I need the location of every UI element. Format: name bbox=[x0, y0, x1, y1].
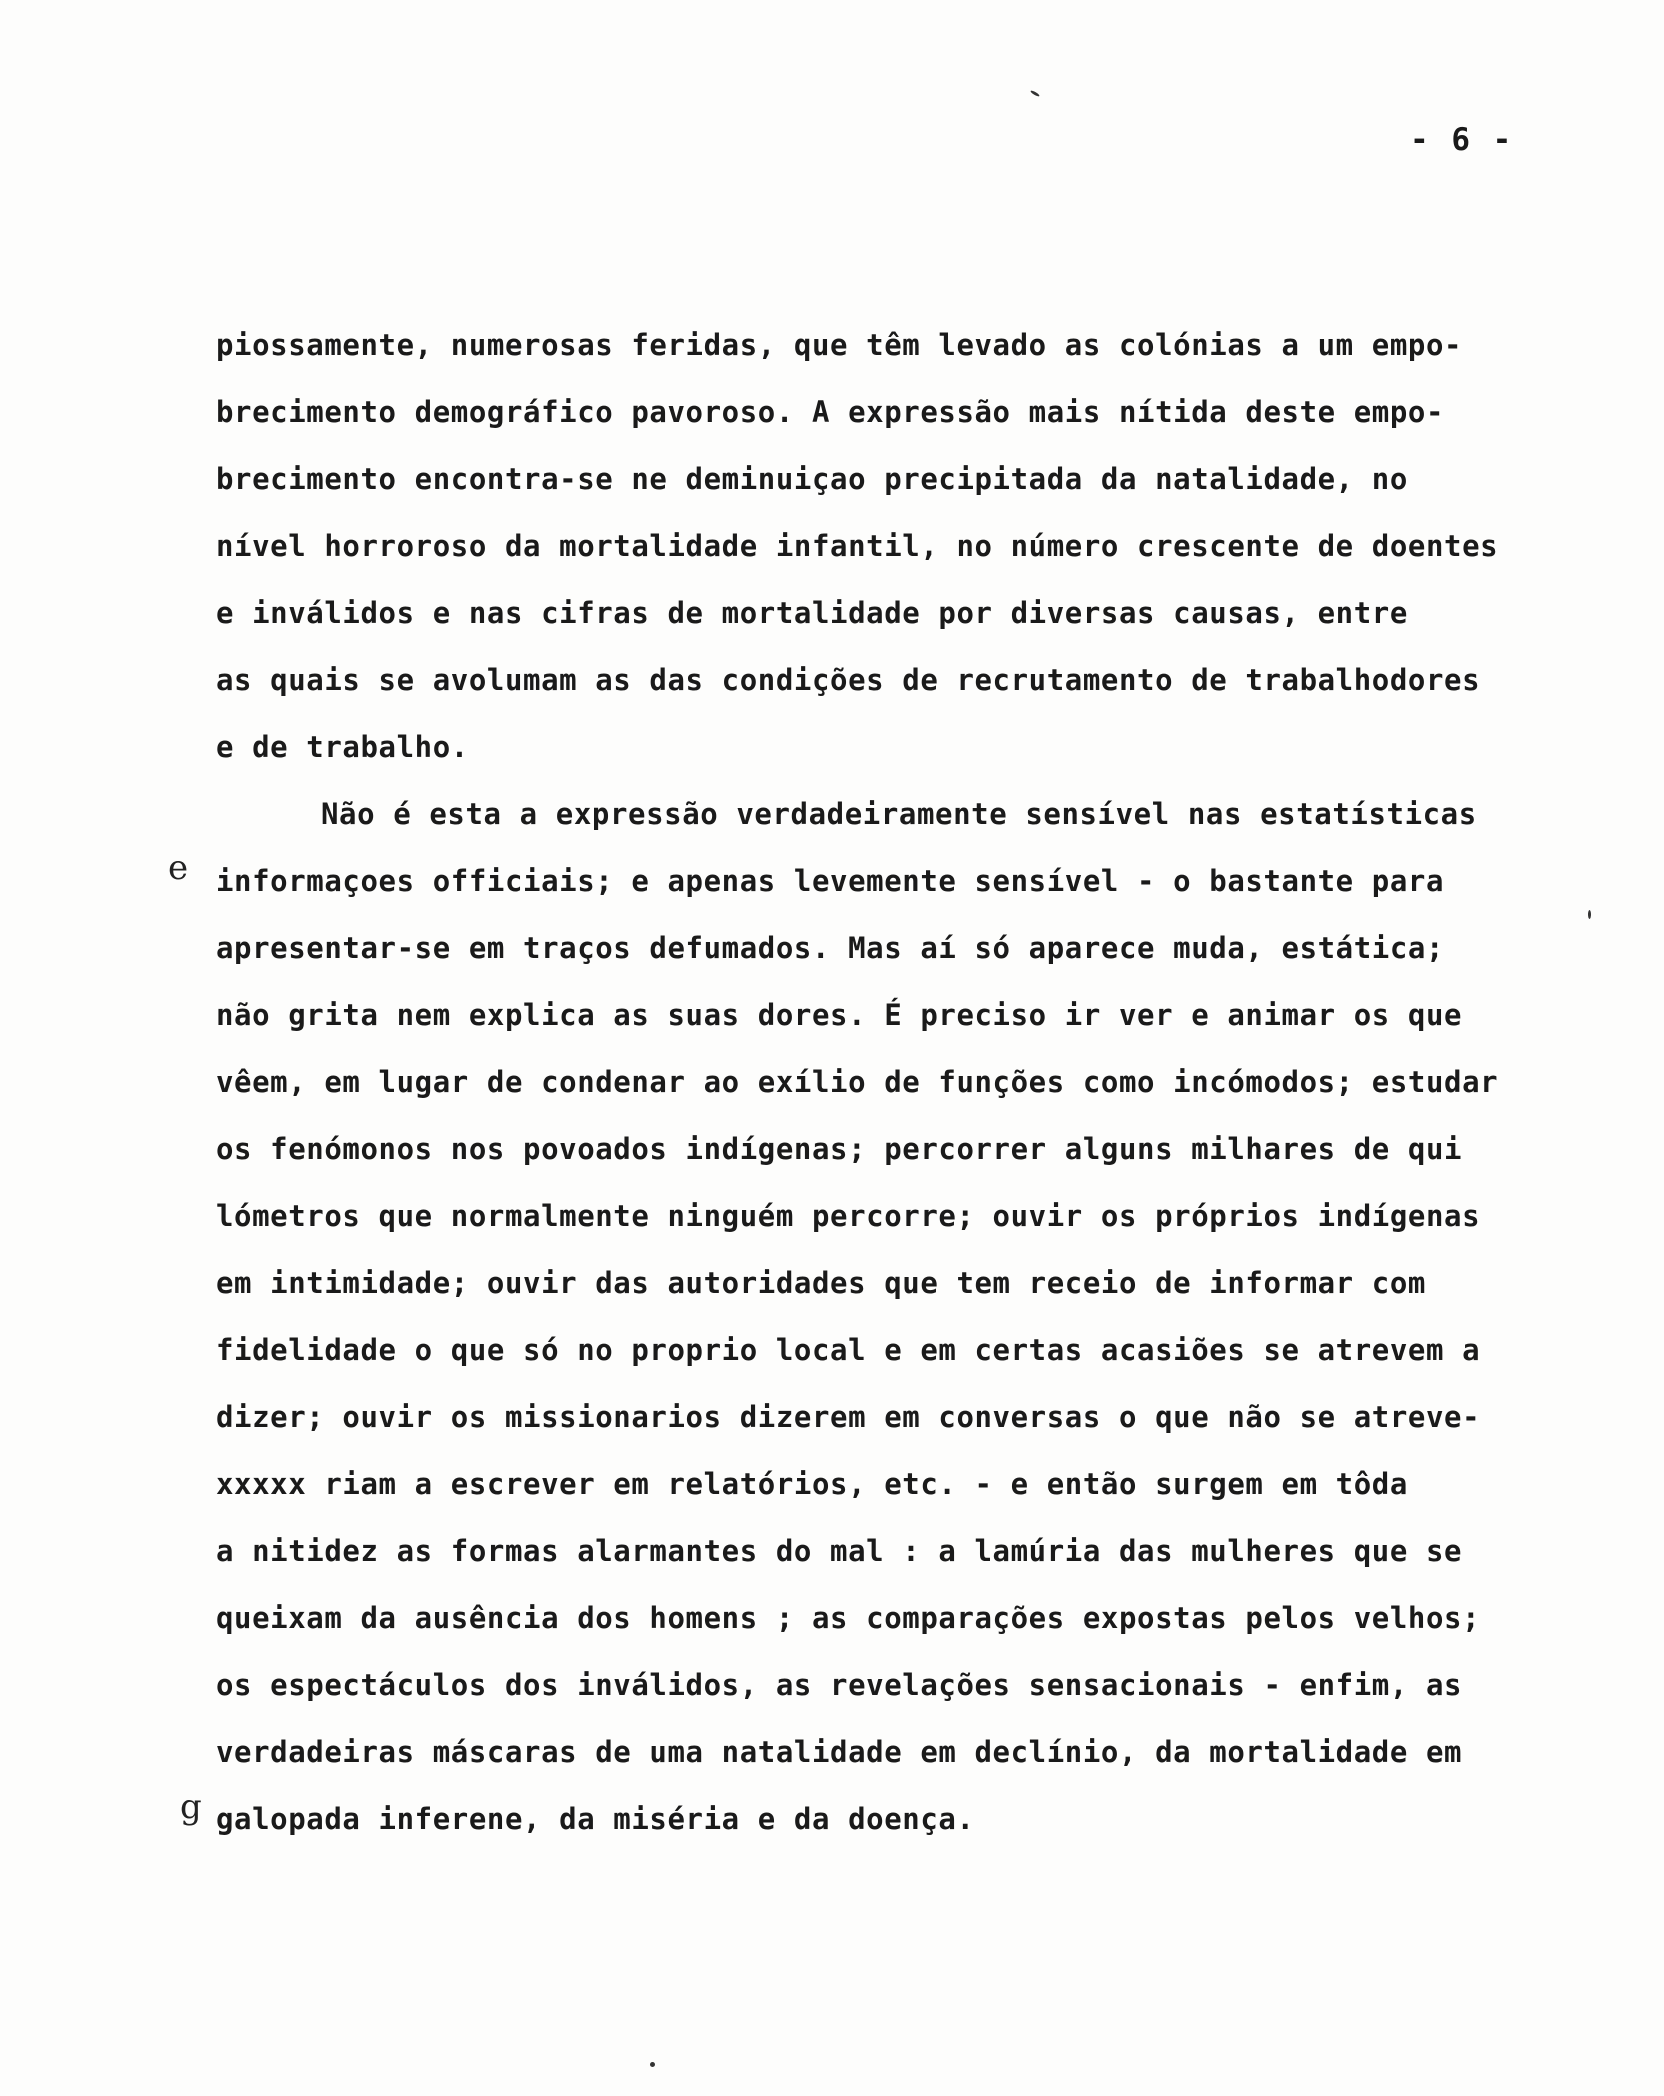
text-line: vêem, em lugar de condenar ao exílio de funções como incómodos; estudar bbox=[216, 1065, 1499, 1099]
text-line: fidelidade o que só no proprio local e em certas acasiões se atrevem a bbox=[216, 1333, 1481, 1367]
text-line: informaçoes officiais; e apenas levemente sensível - o bastante para bbox=[216, 864, 1445, 898]
text-line: dizer; ouvir os missionarios dizerem em conversas o que não se atreve- bbox=[216, 1400, 1481, 1434]
text-line: a nitidez as formas alarmantes do mal : a lamúria das mulheres que se bbox=[216, 1534, 1463, 1568]
text-line: brecimento encontra-se ne deminuiçao precipitada da natalidade, no bbox=[216, 462, 1408, 496]
paragraph-2 bbox=[216, 781, 1636, 1853]
text-line: nível horroroso da mortalidade infantil, no número crescente de doentes bbox=[216, 529, 1499, 563]
text-line: galopada inferene, da miséria e da doença. bbox=[216, 1802, 975, 1836]
text-line: queixam da ausência dos homens ; as comparações expostas pelos velhos; bbox=[216, 1601, 1481, 1635]
text-line: apresentar-se em traços defumados. Mas aí só aparece muda, estática; bbox=[216, 931, 1445, 965]
text-line: e inválidos e nas cifras de mortalidade por diversas causas, entre bbox=[216, 596, 1408, 630]
ink-speck bbox=[1030, 90, 1040, 98]
paragraph-1 bbox=[216, 312, 1636, 781]
text-line: em intimidade; ouvir das autoridades que tem receio de informar com bbox=[216, 1266, 1426, 1300]
handwritten-margin-mark-g: g bbox=[180, 1787, 202, 1827]
text-line: não grita nem explica as suas dores. É preciso ir ver e animar os que bbox=[216, 998, 1463, 1032]
text-line: brecimento demográfico pavoroso. A expressão mais nítida deste empo- bbox=[216, 395, 1445, 429]
text-line: os fenómonos nos povoados indígenas; percorrer alguns milhares de qui bbox=[216, 1132, 1463, 1166]
body-text bbox=[216, 312, 1636, 1853]
text-line: verdadeiras máscaras de uma natalidade em declínio, da mortalidade em bbox=[216, 1735, 1463, 1769]
text-line: Não é esta a expressão verdadeiramente sensível nas estatísticas bbox=[321, 797, 1477, 831]
handwritten-margin-mark-e: e bbox=[168, 848, 189, 888]
text-line: e de trabalho. bbox=[216, 730, 469, 764]
text-line: lómetros que normalmente ninguém percorre; ouvir os próprios indígenas bbox=[216, 1199, 1481, 1233]
text-line: piossamente, numerosas feridas, que têm levado as colónias a um empo- bbox=[216, 328, 1463, 362]
page-number: - 6 - bbox=[1410, 122, 1514, 158]
text-line: xxxxx riam a escrever em relatórios, etc. - e então surgem em tôda bbox=[216, 1467, 1408, 1501]
text-line: as quais se avolumam as das condições de recrutamento de trabalhodores bbox=[216, 663, 1481, 697]
ink-speck bbox=[650, 2062, 655, 2067]
text-line: os espectáculos dos inválidos, as revelações sensacionais - enfim, as bbox=[216, 1668, 1463, 1702]
